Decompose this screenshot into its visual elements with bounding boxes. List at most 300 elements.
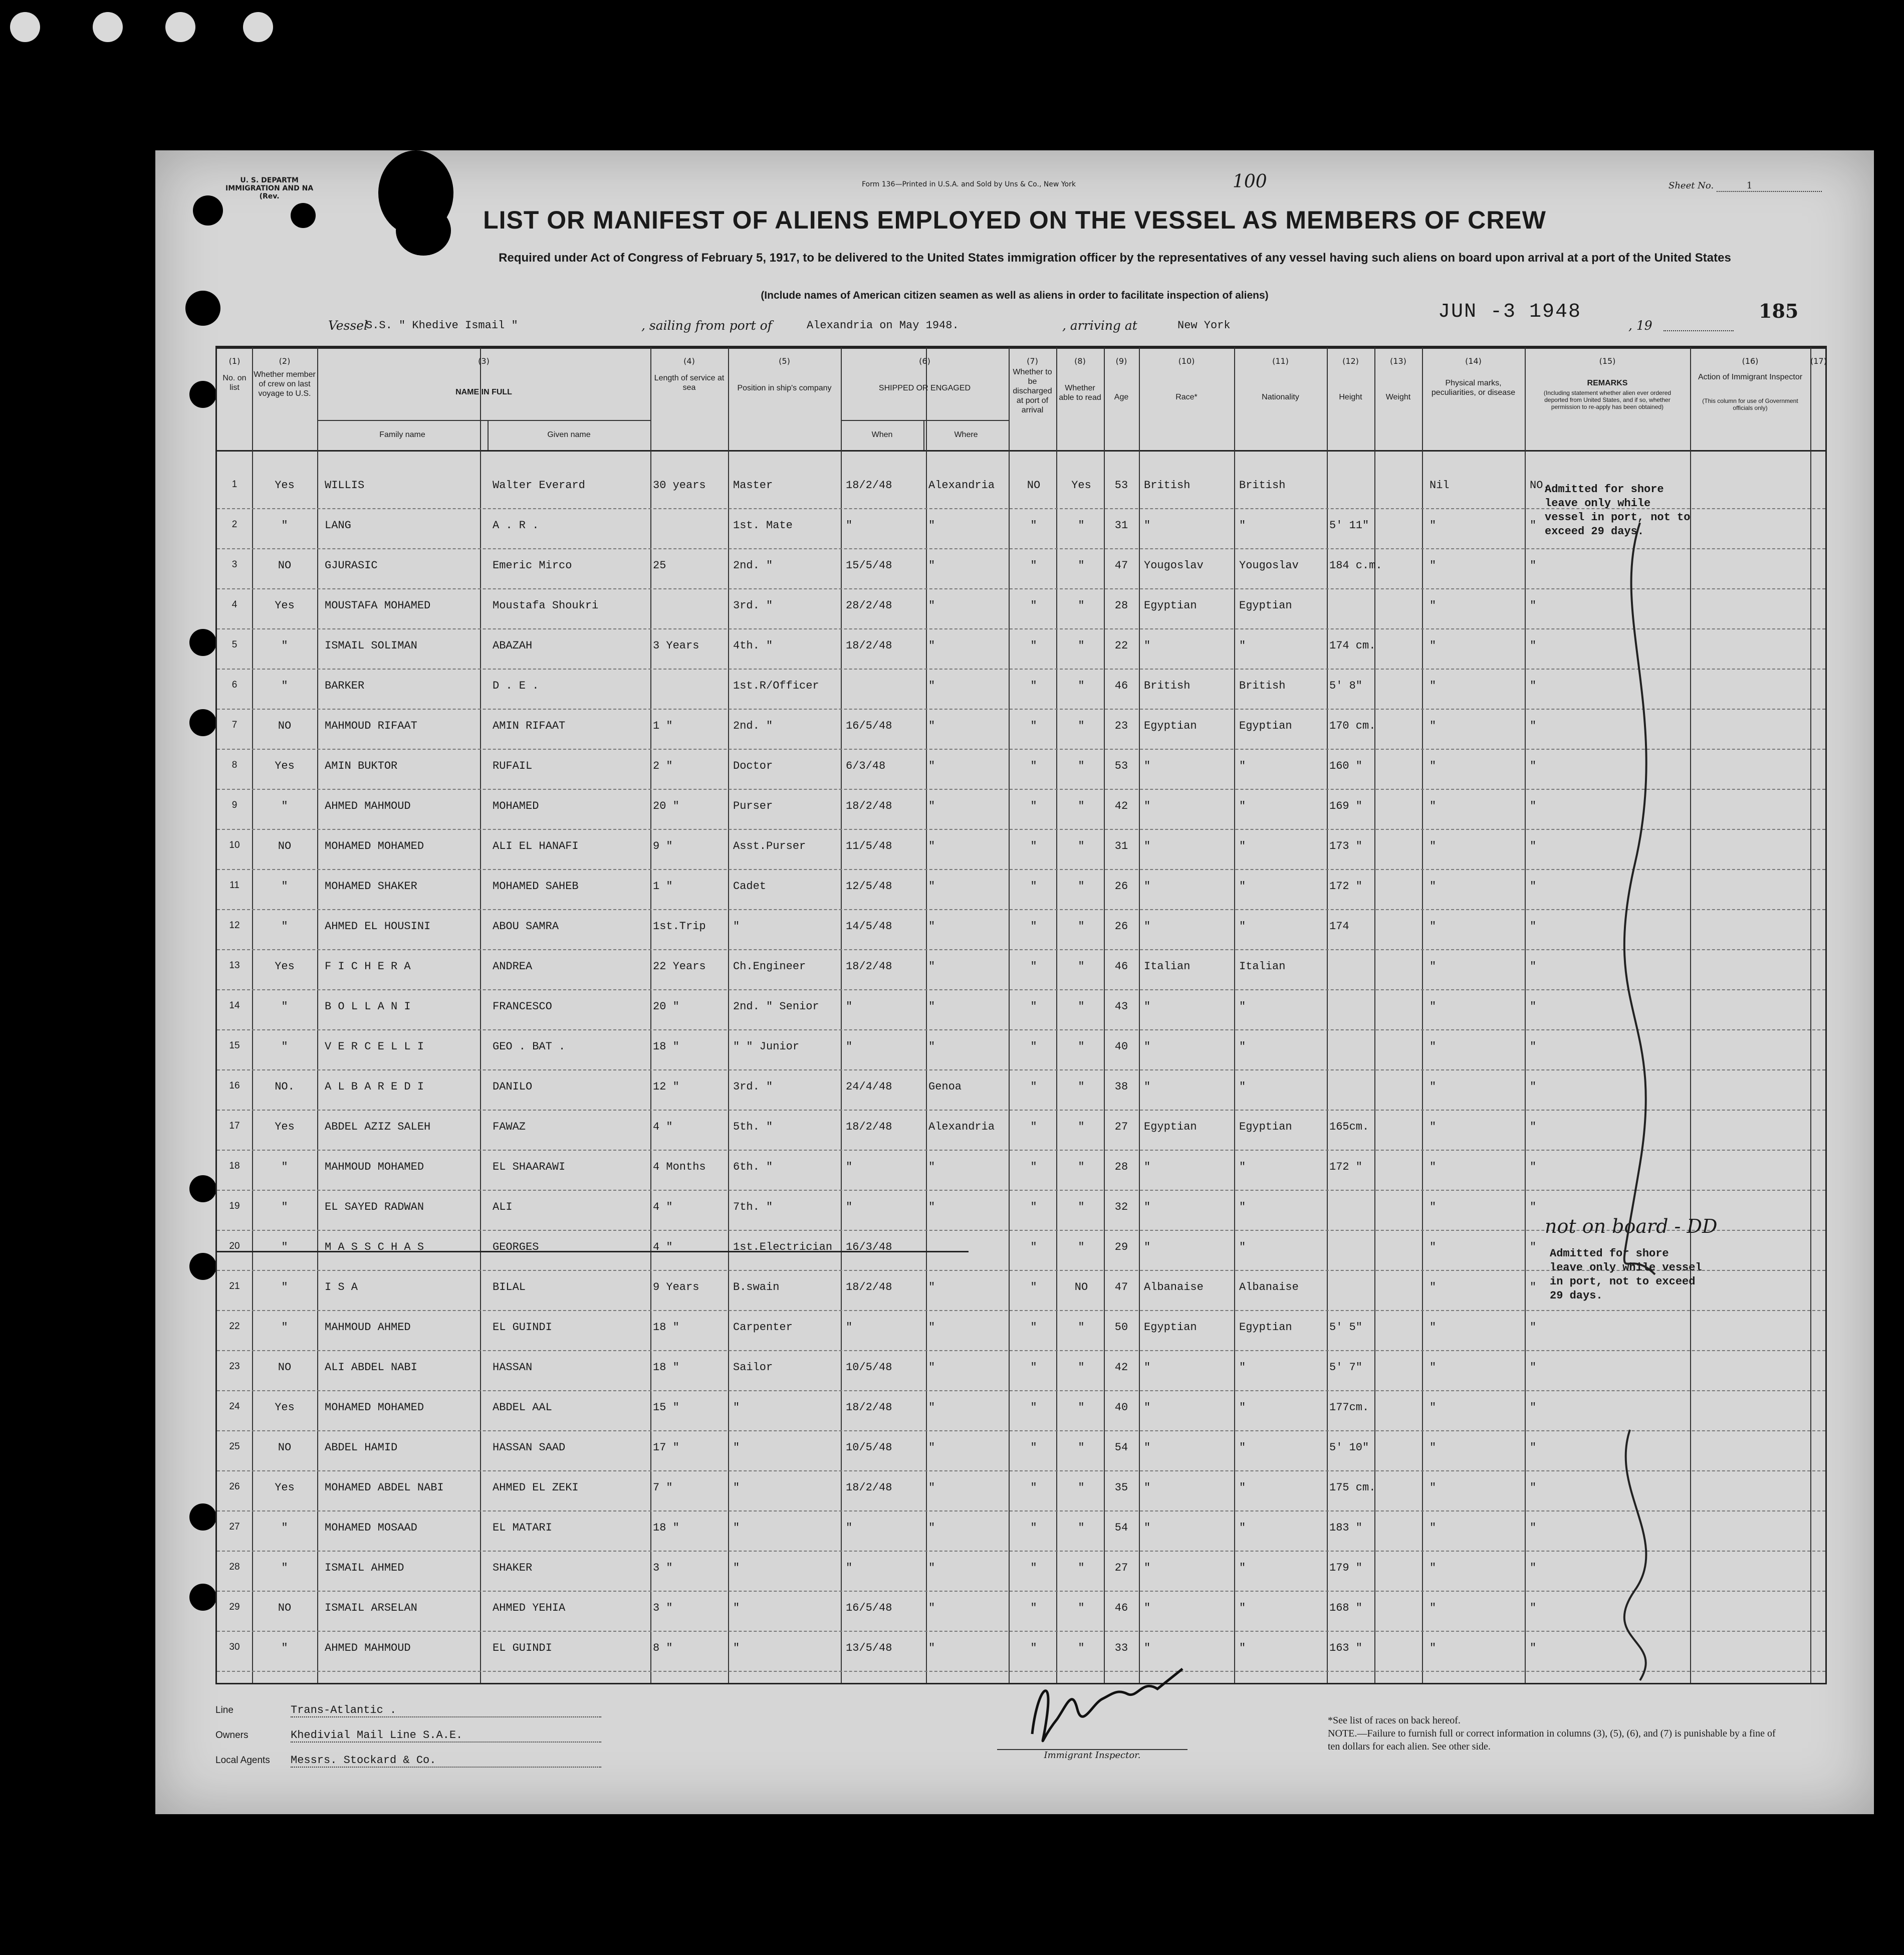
cell-prev: "	[281, 1562, 288, 1574]
cell-when: "	[846, 1321, 853, 1334]
cell-service: 2 "	[653, 760, 673, 772]
cell-marks: "	[1430, 639, 1437, 652]
cell-discharged: "	[1030, 1080, 1037, 1093]
cell-no: 19	[229, 1201, 240, 1211]
cell-family: ABDEL HAMID	[325, 1441, 398, 1454]
cell-service: 4 Months	[653, 1161, 706, 1173]
cell-marks: "	[1430, 1121, 1437, 1133]
cell-no: 1	[231, 479, 237, 490]
cell-prev: Yes	[275, 1121, 295, 1133]
cell-read: "	[1078, 639, 1085, 652]
cell-age: 46	[1114, 960, 1128, 973]
cell-height: 5' 8"	[1329, 680, 1363, 692]
cell-marks: "	[1430, 1161, 1437, 1173]
cell-race: "	[1144, 1040, 1151, 1053]
cell-where: "	[928, 1522, 935, 1534]
cell-discharged: "	[1030, 840, 1037, 852]
handwritten-note: not on board - DD	[1545, 1215, 1718, 1237]
cell-nationality: "	[1239, 1201, 1246, 1213]
cell-discharged: "	[1030, 519, 1037, 532]
cell-where: "	[928, 720, 935, 732]
cell-nationality: "	[1239, 760, 1246, 772]
cell-remarks: "	[1530, 760, 1537, 772]
cell-no: 28	[229, 1562, 240, 1572]
cell-where: "	[928, 1642, 935, 1654]
col-number: (7)	[1027, 356, 1038, 366]
cell-prev: NO.	[275, 1080, 295, 1093]
cell-no: 12	[229, 920, 240, 931]
col-header-marks: Physical marks, peculiarities, or disease	[1431, 379, 1516, 397]
table-row	[217, 791, 1825, 830]
cell-position: "	[733, 1602, 740, 1614]
cell-where: Alexandria	[928, 479, 995, 492]
cell-prev: Yes	[275, 960, 295, 973]
header-bottom-border	[217, 450, 1825, 452]
cell-no: 14	[229, 1000, 240, 1011]
cell-discharged: "	[1030, 1481, 1037, 1494]
cell-no: 11	[229, 880, 240, 891]
col-header-height: Height	[1339, 393, 1362, 401]
cell-discharged: "	[1030, 760, 1037, 772]
cell-where: "	[928, 1321, 935, 1334]
col-header-no: No. on list	[222, 374, 247, 392]
cell-nationality: Egyptian	[1239, 720, 1292, 732]
cell-remarks: "	[1530, 680, 1537, 692]
cell-family: LANG	[325, 519, 351, 532]
cell-age: 32	[1114, 1201, 1128, 1213]
cell-prev: "	[281, 1000, 288, 1013]
cell-nationality: "	[1239, 639, 1246, 652]
cell-family: AHMED MAHMOUD	[325, 1642, 411, 1654]
cell-age: 22	[1114, 639, 1128, 652]
col-number: (14)	[1465, 356, 1482, 366]
cell-given: ABOU SAMRA	[493, 920, 559, 933]
cell-read: "	[1078, 1321, 1085, 1334]
cell-age: 31	[1114, 519, 1128, 532]
cell-marks: "	[1430, 1080, 1437, 1093]
cell-prev: NO	[278, 1361, 292, 1374]
cell-height: 165cm.	[1329, 1121, 1369, 1133]
cell-position: Ch.Engineer	[733, 960, 806, 973]
cell-when: "	[846, 519, 853, 532]
cell-race: "	[1144, 1241, 1151, 1253]
cell-family: ISMAIL AHMED	[325, 1562, 404, 1574]
cell-remarks: "	[1530, 519, 1537, 532]
cell-prev: "	[281, 1321, 288, 1334]
scan-mark-icon	[93, 12, 123, 42]
cell-age: 31	[1114, 840, 1128, 852]
cell-read: "	[1078, 960, 1085, 973]
cell-when: 18/2/48	[846, 1121, 892, 1133]
vessel-label: Vessel	[328, 318, 368, 333]
cell-no: 23	[229, 1361, 240, 1372]
cell-remarks: "	[1530, 1562, 1537, 1574]
cell-service: 18 "	[653, 1361, 679, 1374]
cell-no: 8	[231, 760, 237, 770]
cell-marks: "	[1430, 720, 1437, 732]
cell-nationality: "	[1239, 920, 1246, 933]
line-label: Line	[215, 1705, 233, 1715]
punch-hole	[189, 1584, 216, 1611]
col-number: (10)	[1178, 356, 1195, 366]
dept-line: (Rev.	[259, 192, 280, 200]
col-number: (4)	[683, 356, 695, 366]
cell-given: FRANCESCO	[493, 1000, 552, 1013]
crew-table	[215, 346, 1827, 1684]
cell-race: "	[1144, 639, 1151, 652]
cell-read: "	[1078, 1481, 1085, 1494]
cell-marks: "	[1430, 880, 1437, 893]
cell-family: MOUSTAFA MOHAMED	[325, 599, 431, 612]
page-title: LIST OR MANIFEST OF ALIENS EMPLOYED ON THE VESSEL AS MEMBERS OF CREW	[483, 206, 1546, 234]
cell-position: 4th. "	[733, 639, 773, 652]
cell-marks: "	[1430, 1281, 1437, 1293]
cell-nationality: Egyptian	[1239, 1121, 1292, 1133]
cell-age: 47	[1114, 559, 1128, 572]
cell-height: 174 cm.	[1329, 639, 1376, 652]
cell-service: 1 "	[653, 720, 673, 732]
cell-family: V E R C E L L I	[325, 1040, 424, 1053]
cell-when: "	[846, 1161, 853, 1173]
cell-discharged: "	[1030, 880, 1037, 893]
cell-given: ABAZAH	[493, 639, 533, 652]
cell-service: 3 Years	[653, 639, 699, 652]
form-printer: Form 136—Printed in U.S.A. and Sold by Uns & Co., New York	[862, 180, 1076, 188]
cell-remarks: "	[1530, 1080, 1537, 1093]
dept-line: U. S. DEPARTM	[240, 176, 299, 184]
cell-position: "	[733, 1481, 740, 1494]
cell-family: MOHAMED SHAKER	[325, 880, 417, 893]
cell-service: 18 "	[653, 1040, 679, 1053]
cell-nationality: "	[1239, 1481, 1246, 1494]
include-text: (Include names of American citizen seamen as well as aliens in order to facilitate inspection of aliens)	[761, 290, 1269, 301]
cell-family: EL SAYED RADWAN	[325, 1201, 424, 1213]
cell-when: 10/5/48	[846, 1441, 892, 1454]
cell-age: 29	[1114, 1241, 1128, 1253]
cell-discharged: "	[1030, 1361, 1037, 1374]
cell-read: "	[1078, 1441, 1085, 1454]
punch-hole	[189, 1253, 216, 1280]
cell-read: "	[1078, 599, 1085, 612]
cell-race: Yougoslav	[1144, 559, 1204, 572]
cell-discharged: "	[1030, 1522, 1037, 1534]
cell-position: Asst.Purser	[733, 840, 806, 852]
cell-when: 18/2/48	[846, 960, 892, 973]
cell-no: 4	[231, 599, 237, 610]
col-number: (2)	[279, 356, 291, 366]
col-number: (15)	[1599, 356, 1616, 366]
cell-race: "	[1144, 760, 1151, 772]
cell-nationality: "	[1239, 1401, 1246, 1414]
cell-race: "	[1144, 1522, 1151, 1534]
cell-family: ISMAIL SOLIMAN	[325, 639, 417, 652]
cell-when: 16/3/48	[846, 1241, 892, 1253]
cell-nationality: "	[1239, 1040, 1246, 1053]
cell-service: 3 "	[653, 1602, 673, 1614]
cell-discharged: "	[1030, 559, 1037, 572]
cell-race: "	[1144, 840, 1151, 852]
cell-age: 50	[1114, 1321, 1128, 1334]
cell-when: 14/5/48	[846, 920, 892, 933]
cell-where: "	[928, 1441, 935, 1454]
cell-marks: "	[1430, 1441, 1437, 1454]
cell-prev: "	[281, 1642, 288, 1654]
col-header-race: Race*	[1175, 393, 1198, 401]
punch-hole	[189, 629, 216, 656]
cell-service: 17 "	[653, 1441, 679, 1454]
cell-marks: "	[1430, 1361, 1437, 1374]
cell-marks: "	[1430, 960, 1437, 973]
cell-race: British	[1144, 680, 1191, 692]
cell-read: Yes	[1071, 479, 1091, 492]
cell-discharged: "	[1030, 599, 1037, 612]
cell-discharged: "	[1030, 1000, 1037, 1013]
cell-when: 18/2/48	[846, 1481, 892, 1494]
cell-height: 169 "	[1329, 800, 1363, 812]
cell-age: 54	[1114, 1441, 1128, 1454]
cell-service: 18 "	[653, 1522, 679, 1534]
cell-remarks: "	[1530, 1201, 1537, 1213]
inspector-signature	[1017, 1659, 1187, 1754]
table-row	[217, 1472, 1825, 1511]
col-header-weight: Weight	[1385, 393, 1411, 401]
cell-family: MAHMOUD MOHAMED	[325, 1161, 424, 1173]
cell-position: 3rd. "	[733, 1080, 773, 1093]
cell-height: 170 cm.	[1329, 720, 1376, 732]
penalty-note: NOTE.—Failure to furnish full or correct information in columns (3), (5), (6), and (7) is punishable by a fine of ten dollars for each alien. See other side.	[1328, 1728, 1776, 1752]
cell-no: 9	[231, 800, 237, 810]
table-row	[217, 1031, 1825, 1070]
cell-no: 24	[229, 1401, 240, 1412]
cell-prev: "	[281, 1241, 288, 1253]
cell-given: EL SHAARAWI	[493, 1161, 566, 1173]
cell-discharged: NO	[1027, 479, 1041, 492]
cell-age: 42	[1114, 1361, 1128, 1374]
cell-when: 12/5/48	[846, 880, 892, 893]
cell-family: BARKER	[325, 680, 365, 692]
cell-family: M A S S C H A S	[325, 1241, 424, 1253]
cell-given: SHAKER	[493, 1562, 533, 1574]
col-header-shipped: SHIPPED OR ENGAGED	[878, 384, 971, 392]
cell-service: 9 Years	[653, 1281, 699, 1293]
cell-height: 175 cm.	[1329, 1481, 1376, 1494]
cell-read: "	[1078, 519, 1085, 532]
cell-where: "	[928, 599, 935, 612]
cell-no: 30	[229, 1642, 240, 1652]
cell-family: MAHMOUD RIFAAT	[325, 720, 417, 732]
cell-age: 46	[1114, 680, 1128, 692]
cell-prev: NO	[278, 720, 292, 732]
cell-age: 26	[1114, 880, 1128, 893]
cell-position: Sailor	[733, 1361, 773, 1374]
line-value: Trans-Atlantic .	[291, 1704, 601, 1717]
line-field	[215, 1704, 601, 1717]
cell-read: "	[1078, 680, 1085, 692]
cell-position: "	[733, 1441, 740, 1454]
cell-position: 6th. "	[733, 1161, 773, 1173]
table-row	[217, 1112, 1825, 1151]
col-header-prev-voyage: Whether member of crew on last voyage to U.S.	[254, 370, 316, 398]
cell-nationality: Yougoslav	[1239, 559, 1299, 572]
cell-prev: "	[281, 639, 288, 652]
required-text: Required under Act of Congress of February 5, 1917, to be delivered to the United States immigration officer by the representatives of any vessel having such aliens on board upon arrival at a port of the United States	[499, 251, 1731, 265]
cell-where: Genoa	[928, 1080, 962, 1093]
table-row	[217, 831, 1825, 870]
cell-service: 9 "	[653, 840, 673, 852]
cell-prev: NO	[278, 1441, 292, 1454]
cell-service: 3 "	[653, 1562, 673, 1574]
cell-no: 27	[229, 1522, 240, 1532]
cell-marks: "	[1430, 680, 1437, 692]
cell-height: 173 "	[1329, 840, 1363, 852]
cell-given: A . R .	[493, 519, 539, 532]
arriving-at: New York	[1177, 319, 1231, 332]
cell-when: "	[846, 1040, 853, 1053]
cell-remarks: "	[1530, 1241, 1537, 1253]
cell-race: "	[1144, 1441, 1151, 1454]
sailing-from: Alexandria on May 1948.	[807, 319, 959, 332]
cell-given: MOHAMED	[493, 800, 539, 812]
cell-marks: "	[1430, 1562, 1437, 1574]
vessel-line	[155, 318, 1874, 338]
table-row	[217, 1593, 1825, 1632]
col-header-name: NAME IN FULL	[455, 388, 512, 396]
cell-where: "	[928, 1040, 935, 1053]
cell-family: WILLIS	[325, 479, 365, 492]
cell-remarks: "	[1530, 1602, 1537, 1614]
cell-marks: "	[1430, 1040, 1437, 1053]
cell-age: 27	[1114, 1562, 1128, 1574]
cell-read: NO	[1074, 1281, 1088, 1293]
cell-given: AHMED EL ZEKI	[493, 1481, 579, 1494]
cell-no: 10	[229, 840, 240, 850]
table-row	[217, 951, 1825, 990]
table-row	[217, 871, 1825, 910]
cell-nationality: "	[1239, 1642, 1246, 1654]
cell-family: AHMED EL HOUSINI	[325, 920, 431, 933]
cell-race: Albanaise	[1144, 1281, 1204, 1293]
cell-where: "	[928, 1562, 935, 1574]
cell-position: 1st.Electrician	[733, 1241, 833, 1253]
cell-position: "	[733, 1642, 740, 1654]
cell-race: "	[1144, 1481, 1151, 1494]
cell-nationality: "	[1239, 1161, 1246, 1173]
cell-prev: Yes	[275, 760, 295, 772]
cell-discharged: "	[1030, 1040, 1037, 1053]
cell-given: GEORGES	[493, 1241, 539, 1253]
col-header-age: Age	[1114, 393, 1129, 401]
cell-age: 53	[1114, 479, 1128, 492]
cell-remarks: "	[1530, 639, 1537, 652]
cell-nationality: British	[1239, 479, 1286, 492]
cell-nationality: "	[1239, 1361, 1246, 1374]
owners-label: Owners	[215, 1730, 249, 1741]
cell-no: 29	[229, 1602, 240, 1612]
cell-when: 13/5/48	[846, 1642, 892, 1654]
table-row	[217, 1312, 1825, 1351]
cell-age: 53	[1114, 760, 1128, 772]
cell-read: "	[1078, 1522, 1085, 1534]
year-label: , 19	[1628, 318, 1652, 333]
cell-service: 22 Years	[653, 960, 706, 973]
cell-remarks: "	[1530, 800, 1537, 812]
cell-no: 26	[229, 1481, 240, 1492]
shore-leave-remark: Admitted for shore leave only while vessel in port, not to exceed 29 days.	[1550, 1247, 1702, 1302]
cell-given: EL GUINDI	[493, 1321, 552, 1334]
cell-remarks: "	[1530, 559, 1537, 572]
cell-where: "	[928, 920, 935, 933]
cell-prev: "	[281, 1161, 288, 1173]
cell-nationality: "	[1239, 1241, 1246, 1253]
cell-nationality: "	[1239, 840, 1246, 852]
cell-no: 22	[229, 1321, 240, 1332]
cell-read: "	[1078, 1161, 1085, 1173]
cell-marks: "	[1430, 1201, 1437, 1213]
cell-position: B.swain	[733, 1281, 780, 1293]
cell-remarks: "	[1530, 1481, 1537, 1494]
cell-when: "	[846, 1562, 853, 1574]
cell-remarks: "	[1530, 1361, 1537, 1374]
dept-line: IMMIGRATION AND NA	[225, 184, 314, 192]
cell-service: 4 "	[653, 1121, 673, 1133]
cell-no: 21	[229, 1281, 240, 1291]
cell-read: "	[1078, 1080, 1085, 1093]
agents-label: Local Agents	[215, 1755, 270, 1766]
cell-given: Emeric Mirco	[493, 559, 572, 572]
cell-family: GJURASIC	[325, 559, 378, 572]
cell-marks: "	[1430, 1000, 1437, 1013]
cell-prev: Yes	[275, 479, 295, 492]
cell-height: 172 "	[1329, 1161, 1363, 1173]
cell-read: "	[1078, 1000, 1085, 1013]
cell-marks: "	[1430, 760, 1437, 772]
cell-remarks: "	[1530, 1121, 1537, 1133]
col-header-remarks: REMARKS	[1587, 379, 1628, 387]
cell-nationality: "	[1239, 800, 1246, 812]
cell-remarks: "	[1530, 1522, 1537, 1534]
races-note: *See list of races on back hereof.	[1328, 1715, 1461, 1726]
table-row	[217, 1152, 1825, 1191]
cell-no: 17	[229, 1121, 240, 1131]
cell-when: 11/5/48	[846, 840, 892, 852]
cell-prev: NO	[278, 840, 292, 852]
cell-discharged: "	[1030, 639, 1037, 652]
strikethrough-line	[217, 1251, 969, 1252]
shore-leave-remark: Admitted for shore leave only while vessel in port, not to exceed 29 days.	[1545, 483, 1691, 538]
cell-age: 54	[1114, 1522, 1128, 1534]
col-header-discharged: Whether to be discharged at port of arrival	[1013, 368, 1052, 414]
scan-mark-icon	[10, 12, 40, 42]
cell-race: "	[1144, 1642, 1151, 1654]
cell-age: 35	[1114, 1481, 1128, 1494]
cell-remarks: "	[1530, 1441, 1537, 1454]
cell-when: "	[846, 1201, 853, 1213]
cell-when: 28/2/48	[846, 599, 892, 612]
cell-prev: "	[281, 1281, 288, 1293]
cell-race: "	[1144, 1201, 1151, 1213]
col-header-position: Position in ship's company	[737, 384, 832, 392]
cell-discharged: "	[1030, 1602, 1037, 1614]
cell-family: AHMED MAHMOUD	[325, 800, 411, 812]
cell-when: 18/2/48	[846, 639, 892, 652]
cell-remarks: "	[1530, 960, 1537, 973]
col-header-nationality: Nationality	[1262, 393, 1299, 401]
cell-family: I S A	[325, 1281, 358, 1293]
cell-remarks: "	[1530, 840, 1537, 852]
cell-prev: "	[281, 880, 288, 893]
cell-remarks: NO.	[1530, 479, 1550, 492]
cell-when: "	[846, 1522, 853, 1534]
